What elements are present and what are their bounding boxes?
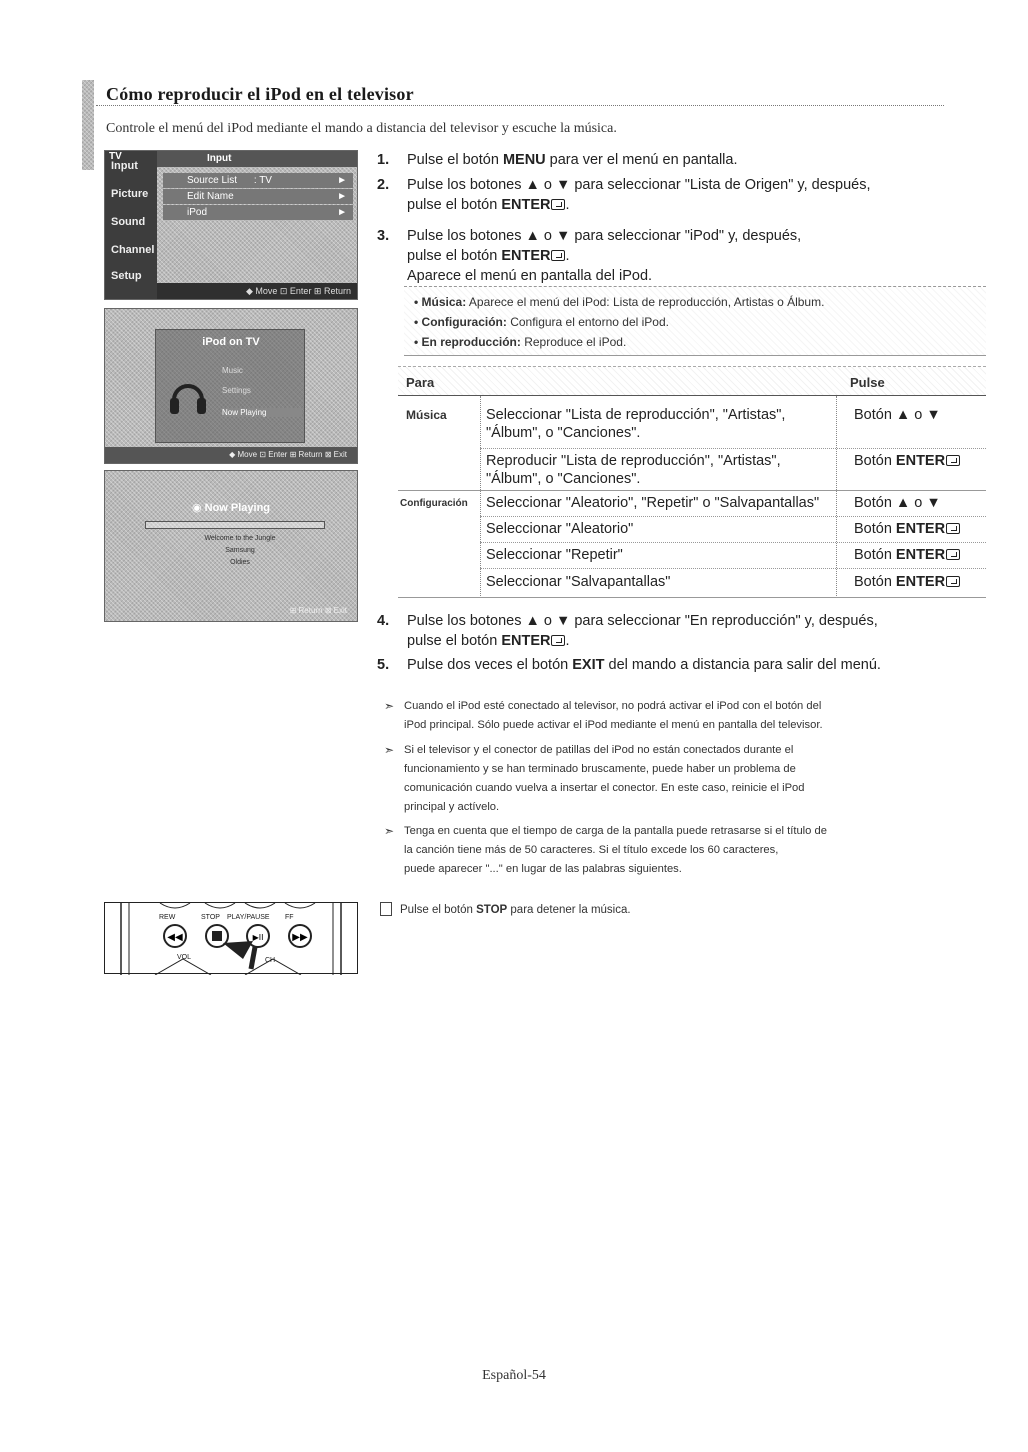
table-cell-action: Seleccionar "Aleatorio" [486,521,634,537]
table-row [486,406,785,442]
bullet-term: • Música: [414,295,467,309]
now-playing-artist: Samsung [225,547,255,554]
sidebar-item-sound: Sound [111,216,146,228]
bullet-desc: Configura el entorno del iPod. [506,315,669,329]
note-line: Tenga en cuenta que el tiempo de carga de la pantalla puede retrasarse si el título de [404,825,827,837]
table-cell-text: ENTER [895,521,946,537]
step-4 [377,611,977,651]
stop-note-text: Pulse el botón [400,904,477,916]
step-number: 4. [377,613,390,629]
table-row [486,452,781,488]
table-group-label-musica: Música [406,408,447,422]
menu-row-label: Source List [187,175,238,186]
svg-text:▶II: ▶II [252,933,264,942]
table-cell-text: Botón [854,495,896,511]
table-row [486,546,623,564]
table-cell-action: Seleccionar "Lista de reproducción", "Artistas", [486,407,786,423]
table-divider [480,516,986,517]
stop-note-button: STOP [476,904,508,916]
now-playing-screenshot [104,470,358,622]
bullet-configuracion [414,315,669,329]
table-cell-text: Botón [854,521,896,537]
ipod-menu-screenshot [104,308,358,464]
ipod-menu-footer: ◆ Move ⊡ Enter ⊞ Return ⊠ Exit [105,447,357,463]
step-number: 5. [377,657,390,673]
note-line: Si el televisor y el conector de patillas del iPod no están conectados durante el [404,744,794,756]
table-divider [398,597,986,598]
step-button-name: ENTER [501,197,551,213]
step-text: Pulse dos veces el botón [407,657,573,673]
arrow-right-icon: ► [337,175,347,186]
table-cell-text: Botón [854,574,896,590]
table-cell-text: ENTER [895,574,946,590]
step-text: pulse el botón [407,248,502,264]
sidebar-item-input: Input [111,160,138,172]
step-text: Pulse el botón [407,152,503,168]
controls-table [398,366,986,598]
ipod-option-music: Music [222,366,243,375]
step-button-name: ENTER [501,248,551,264]
now-playing-footer: ⊞ Return ⊠ Exit [289,606,347,615]
title-rule [96,105,944,106]
note-3 [384,822,944,879]
table-cell-text: ENTER [895,547,946,563]
menu-row-label: Edit Name [187,191,234,202]
table-cell-text: ENTER [895,453,946,469]
step-text: Pulse los botones ▲ o ▼ para seleccionar "Lista de Origen" y, después, [407,177,871,193]
sidebar-item-picture: Picture [111,188,149,200]
page-title: Cómo reproducir el iPod en el televisor [106,84,414,104]
step-text: . [565,197,570,213]
enter-icon [551,250,565,261]
step-text: del mando a distancia para salir del menú. [604,657,881,673]
table-cell-action: Seleccionar "Aleatorio", "Repetir" o "Salvapantallas" [486,495,820,511]
tv-menu-header: Input [157,151,357,167]
remote-label-play-pause: PLAY/PAUSE [227,914,270,921]
step-text: Pulse los botones ▲ o ▼ para seleccionar "En reproducción" y, después, [407,613,878,629]
tv-menu-sidebar [105,151,157,299]
note-arrow-icon: ➣ [384,743,395,757]
bullet-term: • En reproducción: [414,335,521,349]
table-cell-text: Botón [854,453,896,469]
note-line: puede aparecer "..." en lugar de las palabras siguientes. [404,863,682,875]
svg-text:▶▶: ▶▶ [292,932,308,943]
section-tab [82,80,94,170]
arrow-right-icon: ► [337,207,347,218]
step-text: pulse el botón [407,197,502,213]
enter-icon [946,523,960,534]
table-cell-button [854,452,960,470]
table-cell-text: ▲ o ▼ [895,407,941,423]
table-cell-text: Botón [854,407,896,423]
table-divider [480,568,986,569]
table-cell-button [854,520,960,538]
table-cell-text: Botón [854,547,896,563]
table-group-label-configuracion: Configuración [400,498,468,509]
table-cell-button [854,573,960,591]
table-divider [480,542,986,543]
table-cell-button [854,406,941,424]
step-5 [377,655,977,675]
note-2 [384,741,944,817]
note-line: Cuando el iPod esté conectado al televisor, no podrá activar el iPod con el botón del [404,700,822,712]
sidebar-item-setup: Setup [111,270,142,282]
svg-text:◀◀: ◀◀ [167,932,183,943]
ipod-menu-title: iPod on TV [202,336,260,348]
step-1 [377,150,977,170]
table-header-pulse: Pulse [850,375,885,390]
note-line: comunicación cuando vuelva a insertar el conector. En este caso, reinicie el iPod [404,782,805,794]
step-text: . [565,248,570,264]
table-row [486,520,633,538]
step-button-name: MENU [502,152,546,168]
sidebar-item-channel: Channel [111,244,155,256]
table-divider [480,448,986,449]
tv-menu-brand: TV [109,151,122,162]
stop-note-text: para detener la música. [507,904,631,916]
table-cell-button [854,494,941,512]
now-playing-album: Oldies [230,559,250,566]
table-cell-text: ▲ o ▼ [895,495,941,511]
arrow-right-icon: ► [337,191,347,202]
table-cell-action: Seleccionar "Repetir" [486,547,623,563]
page-number: Español-54 [482,1368,546,1383]
headphones-icon [168,374,208,418]
now-playing-title: ◉ Now Playing [191,502,271,514]
note-line: principal y actívelo. [404,801,500,813]
bullet-musica [414,295,824,309]
menu-row-value: : TV [253,175,272,186]
ipod-option-settings: Settings [222,386,251,395]
note-line: iPod principal. Sólo puede activar el iPod mediante el menú en pantalla del televisor. [404,719,823,731]
remote-label-ch: CH [265,957,276,964]
step-text: pulse el botón [407,633,502,649]
menu-row-label: iPod [187,207,208,218]
now-playing-song: Welcome to the Jungle [204,535,276,542]
bullet-term: • Configuración: [414,315,507,329]
note-arrow-icon: ➣ [384,824,395,838]
step-2 [377,175,977,215]
table-cell-action: "Álbum", o "Canciones". [486,425,641,441]
enter-icon [551,635,565,646]
step-number: 2. [377,177,390,193]
menu-options-box [404,286,986,356]
bullet-desc: Aparece el menú del iPod: Lista de reproducción, Artistas o Álbum. [466,295,825,309]
table-divider [398,490,986,491]
remote-tip-icon [380,902,392,916]
table-cell-action: Reproducir "Lista de reproducción", "Artistas", [486,453,781,469]
tv-menu-footer: ◆ Move ⊡ Enter ⊞ Return [157,283,357,299]
menu-row-edit-name [163,189,353,204]
note-line: la canción tiene más de 50 caracteres. Si el título excede los 60 caracteres, [404,844,779,856]
step-button-name: ENTER [501,633,551,649]
note-line: funcionamiento y se han terminado bruscamente, puede haber un problema de [404,763,796,775]
table-cell-action: "Álbum", o "Canciones". [486,471,641,487]
ipod-option-now-playing: Now Playing [222,408,302,417]
step-text: Aparece el menú en pantalla del iPod. [407,268,653,284]
table-header [398,366,986,396]
step-text: Pulse los botones ▲ o ▼ para seleccionar "iPod" y, después, [407,228,802,244]
page-subtitle: Controle el menú del iPod mediante el mando a distancia del televisor y escuche la música. [106,121,617,136]
ipod-menu-box [155,329,305,443]
note-arrow-icon: ➣ [384,699,395,713]
remote-control-illustration [104,902,358,974]
step-text: para ver el menú en pantalla. [545,152,738,168]
remote-label-rew: REW [159,914,176,921]
table-row [486,573,670,591]
table-cell-action: Seleccionar "Salvapantallas" [486,574,671,590]
step-number: 1. [377,152,390,168]
step-button-name: EXIT [572,657,605,673]
enter-icon [946,576,960,587]
table-row [486,494,819,512]
menu-row-ipod [163,205,353,220]
enter-icon [946,455,960,466]
step-3 [377,226,977,286]
bullet-desc: Reproduce el iPod. [520,335,627,349]
table-header-para: Para [406,375,435,390]
note-1 [384,697,944,735]
step-number: 3. [377,228,390,244]
now-playing-progress [145,521,325,529]
step-text: . [565,633,570,649]
menu-row-source-list [163,173,353,188]
enter-icon [551,199,565,210]
stop-note [380,902,631,916]
table-cell-button [854,546,960,564]
bullet-en-reproduccion [414,335,626,349]
remote-label-ff: FF [285,914,294,921]
enter-icon [946,549,960,560]
remote-label-stop: STOP [201,914,220,921]
tv-menu-screenshot [104,150,358,300]
remote-label-vol: VOL [177,954,192,961]
